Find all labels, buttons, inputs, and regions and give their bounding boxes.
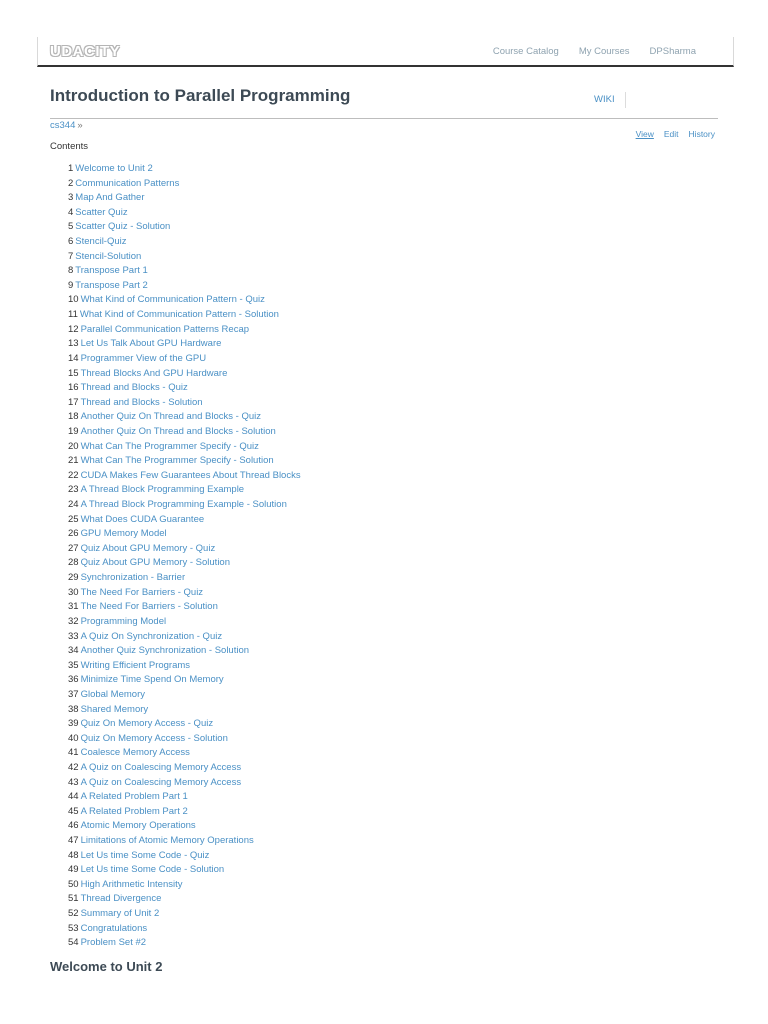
toc-item-link[interactable]: Transpose Part 2 <box>75 279 148 291</box>
toc-item <box>68 483 301 498</box>
toc-item-number: 48 <box>68 849 79 861</box>
toc-item-link[interactable]: Stencil-Quiz <box>75 236 127 248</box>
breadcrumb-separator: » <box>77 120 83 131</box>
table-of-contents <box>68 162 301 951</box>
toc-item-link[interactable]: Transpose Part 1 <box>75 265 148 277</box>
title-divider <box>50 118 718 119</box>
toc-item-number: 37 <box>68 688 79 700</box>
toc-item-link[interactable]: A Related Problem Part 1 <box>80 791 188 803</box>
udacity-logo[interactable]: UDACITY <box>50 43 121 60</box>
toc-item <box>68 527 301 542</box>
toc-item-link[interactable]: Communication Patterns <box>75 177 180 189</box>
toc-item <box>68 264 301 279</box>
toc-item <box>68 250 301 265</box>
section-heading: Welcome to Unit 2 <box>50 959 163 974</box>
toc-item <box>68 761 301 776</box>
toc-item <box>68 892 301 907</box>
toc-item-number: 3 <box>68 192 74 204</box>
toc-item-number: 23 <box>68 484 79 496</box>
toc-item-link[interactable]: A Thread Block Programming Example - Solution <box>80 499 287 511</box>
toc-item <box>68 746 301 761</box>
toc-item-number: 53 <box>68 922 79 934</box>
toc-item-number: 17 <box>68 396 79 408</box>
breadcrumb-cs344[interactable]: cs344 <box>50 120 76 131</box>
toc-item-number: 6 <box>68 236 74 248</box>
toc-item-link[interactable]: What Kind of Communication Pattern - Solution <box>79 309 279 321</box>
toc-item-number: 54 <box>68 937 79 949</box>
toc-item-link[interactable]: Limitations of Atomic Memory Operations <box>80 835 254 847</box>
view-link[interactable]: View <box>635 129 654 139</box>
toc-item-number: 49 <box>68 864 79 876</box>
toc-item-link[interactable]: Another Quiz On Thread and Blocks - Solution <box>80 425 276 437</box>
toc-item-link[interactable]: Thread and Blocks - Quiz <box>80 382 188 394</box>
toc-item-number: 51 <box>68 893 79 905</box>
toc-item-number: 21 <box>68 455 79 467</box>
toc-item <box>68 542 301 557</box>
toc-item <box>68 673 301 688</box>
toc-item-number: 13 <box>68 338 79 350</box>
toc-item-number: 38 <box>68 703 79 715</box>
toc-item-link[interactable]: Stencil-Solution <box>75 250 142 262</box>
toc-item <box>68 776 301 791</box>
toc-item <box>68 703 301 718</box>
toc-item-link[interactable]: Let Us time Some Code - Solution <box>80 864 225 876</box>
toc-item-link[interactable]: A Related Problem Part 2 <box>80 805 188 817</box>
toc-item-number: 20 <box>68 440 79 452</box>
nav-user-profile[interactable]: DPSharma <box>649 46 696 57</box>
toc-item-link[interactable]: Problem Set #2 <box>80 937 147 949</box>
toc-item-number: 26 <box>68 528 79 540</box>
toc-item <box>68 220 301 235</box>
toc-item-link[interactable]: Coalesce Memory Access <box>80 747 190 759</box>
toc-item-number: 36 <box>68 674 79 686</box>
history-link[interactable]: History <box>688 129 715 139</box>
toc-item <box>68 410 301 425</box>
toc-item-number: 22 <box>68 469 79 481</box>
toc-item <box>68 381 301 396</box>
toc-item-link[interactable]: Congratulations <box>80 922 148 934</box>
toc-item <box>68 922 301 937</box>
toc-item-link[interactable]: Quiz About GPU Memory - Solution <box>80 557 230 569</box>
toc-item <box>68 688 301 703</box>
toc-item <box>68 615 301 630</box>
toc-item-number: 5 <box>68 221 74 233</box>
toc-item <box>68 936 301 951</box>
toc-item-number: 32 <box>68 615 79 627</box>
nav-course-catalog[interactable]: Course Catalog <box>492 46 559 57</box>
toc-item <box>68 425 301 440</box>
toc-item-number: 43 <box>68 776 79 788</box>
toc-item-number: 44 <box>68 791 79 803</box>
toc-item-link[interactable]: Parallel Communication Patterns Recap <box>80 323 250 335</box>
toc-item-link[interactable]: Thread Blocks And GPU Hardware <box>80 367 228 379</box>
toc-item-link[interactable]: Scatter Quiz <box>75 206 128 218</box>
toc-item <box>68 396 301 411</box>
toc-item-number: 28 <box>68 557 79 569</box>
toc-item-link[interactable]: A Quiz on Coalescing Memory Access <box>80 776 242 788</box>
toc-item-number: 50 <box>68 878 79 890</box>
edit-link[interactable]: Edit <box>663 129 679 139</box>
toc-item <box>68 454 301 469</box>
toc-item-link[interactable]: A Quiz On Synchronization - Quiz <box>80 630 223 642</box>
toc-item-number: 31 <box>68 601 79 613</box>
toc-item-link[interactable]: What Can The Programmer Specify - Quiz <box>80 440 259 452</box>
toc-item-link[interactable]: Thread and Blocks - Solution <box>80 396 203 408</box>
toc-item-number: 24 <box>68 499 79 511</box>
toc-item-link[interactable]: Minimize Time Spend On Memory <box>80 674 224 686</box>
toc-item-number: 27 <box>68 542 79 554</box>
toc-item-link[interactable]: A Thread Block Programming Example <box>80 484 245 496</box>
toc-item <box>68 907 301 922</box>
toc-item-number: 40 <box>68 732 79 744</box>
toc-item-number: 33 <box>68 630 79 642</box>
toc-item-number: 29 <box>68 572 79 584</box>
toc-item-number: 30 <box>68 586 79 598</box>
toc-item <box>68 571 301 586</box>
toc-item-link[interactable]: Global Memory <box>80 688 145 700</box>
toc-item <box>68 863 301 878</box>
toc-item-link[interactable]: Programmer View of the GPU <box>80 352 207 364</box>
toc-item <box>68 308 301 323</box>
breadcrumb <box>50 120 83 131</box>
toc-item-link[interactable]: The Need For Barriers - Quiz <box>80 586 204 598</box>
toc-item <box>68 659 301 674</box>
toc-item-link[interactable]: Let Us time Some Code - Quiz <box>80 849 210 861</box>
toc-item-number: 16 <box>68 382 79 394</box>
toc-item <box>68 323 301 338</box>
toc-item-number: 47 <box>68 835 79 847</box>
toc-item-number: 46 <box>68 820 79 832</box>
toc-item <box>68 644 301 659</box>
toc-item <box>68 819 301 834</box>
toc-item-link[interactable]: A Quiz on Coalescing Memory Access <box>80 761 242 773</box>
toc-item-number: 12 <box>68 323 79 335</box>
toc-item-link[interactable]: Quiz On Memory Access - Quiz <box>80 718 214 730</box>
toc-item-link[interactable]: The Need For Barriers - Solution <box>80 601 218 613</box>
toc-item <box>68 191 301 206</box>
page-actions <box>626 129 715 139</box>
toc-item-number: 34 <box>68 645 79 657</box>
toc-item <box>68 849 301 864</box>
toc-item-number: 2 <box>68 177 74 189</box>
toc-item-number: 42 <box>68 761 79 773</box>
toc-item-number: 7 <box>68 250 74 262</box>
toc-item <box>68 586 301 601</box>
toc-item-number: 39 <box>68 718 79 730</box>
page-title: Introduction to Parallel Programming <box>50 86 351 105</box>
toc-item <box>68 878 301 893</box>
toc-item-number: 18 <box>68 411 79 423</box>
toc-item <box>68 177 301 192</box>
toc-item <box>68 367 301 382</box>
toc-item-link[interactable]: Another Quiz Synchronization - Solution <box>80 645 250 657</box>
toc-item-number: 15 <box>68 367 79 379</box>
toc-item <box>68 440 301 455</box>
toc-item-number: 10 <box>68 294 79 306</box>
wiki-link[interactable]: WIKI <box>594 92 626 108</box>
toc-item-number: 1 <box>68 163 74 174</box>
toc-item-number: 14 <box>68 352 79 364</box>
toc-item <box>68 600 301 615</box>
toc-item <box>68 717 301 732</box>
toc-item-link[interactable]: Another Quiz On Thread and Blocks - Quiz <box>80 411 261 423</box>
toc-item <box>68 469 301 484</box>
toc-item <box>68 513 301 528</box>
toc-item-link[interactable]: CUDA Makes Few Guarantees About Thread Blocks <box>80 469 301 481</box>
toc-item <box>68 352 301 367</box>
toc-item-number: 25 <box>68 513 79 525</box>
toc-item <box>68 206 301 221</box>
toc-item-link[interactable]: What Can The Programmer Specify - Solution <box>80 455 274 467</box>
toc-item-link[interactable]: High Arithmetic Intensity <box>80 878 183 890</box>
toc-item-link[interactable]: Synchronization - Barrier <box>80 572 186 584</box>
toc-item-link[interactable]: Programming Model <box>80 615 167 627</box>
toc-item-link[interactable]: Let Us Talk About GPU Hardware <box>80 338 222 350</box>
top-navigation-bar <box>37 37 734 67</box>
toc-item-link[interactable]: What Does CUDA Guarantee <box>80 513 205 525</box>
toc-item-number: 35 <box>68 659 79 671</box>
toc-item <box>68 235 301 250</box>
toc-item-number: 11 <box>68 309 78 321</box>
contents-label: Contents <box>50 141 89 152</box>
toc-item-link[interactable]: Welcome to Unit 2 <box>75 163 153 174</box>
toc-item <box>68 556 301 571</box>
toc-item-link[interactable]: Scatter Quiz - Solution <box>75 221 171 233</box>
toc-item-number: 4 <box>68 206 74 218</box>
toc-item-number: 19 <box>68 425 79 437</box>
toc-item-number: 52 <box>68 908 79 920</box>
toc-item-link[interactable]: What Kind of Communication Pattern - Quiz <box>80 294 265 306</box>
toc-item <box>68 498 301 513</box>
toc-item-link[interactable]: GPU Memory Model <box>80 528 167 540</box>
toc-item-link[interactable]: Shared Memory <box>80 703 149 715</box>
toc-item <box>68 630 301 645</box>
toc-item <box>68 805 301 820</box>
toc-item-number: 45 <box>68 805 79 817</box>
toc-item <box>68 790 301 805</box>
toc-item <box>68 337 301 352</box>
toc-item-link[interactable]: Atomic Memory Operations <box>80 820 196 832</box>
toc-item <box>68 732 301 747</box>
toc-item <box>68 293 301 308</box>
nav-my-courses[interactable]: My Courses <box>578 46 630 57</box>
toc-item-link[interactable]: Thread Divergence <box>80 893 162 905</box>
toc-item-number: 8 <box>68 265 74 277</box>
top-nav <box>473 46 696 57</box>
toc-item-number: 41 <box>68 747 79 759</box>
toc-item-number: 9 <box>68 279 74 291</box>
toc-item-link[interactable]: Summary of Unit 2 <box>80 908 160 920</box>
toc-item <box>68 834 301 849</box>
toc-item-link[interactable]: Quiz About GPU Memory - Quiz <box>80 542 216 554</box>
toc-item <box>68 162 301 177</box>
toc-item-link[interactable]: Map And Gather <box>75 192 145 204</box>
toc-item-link[interactable]: Writing Efficient Programs <box>80 659 191 671</box>
toc-item-link[interactable]: Quiz On Memory Access - Solution <box>80 732 228 744</box>
toc-item <box>68 279 301 294</box>
